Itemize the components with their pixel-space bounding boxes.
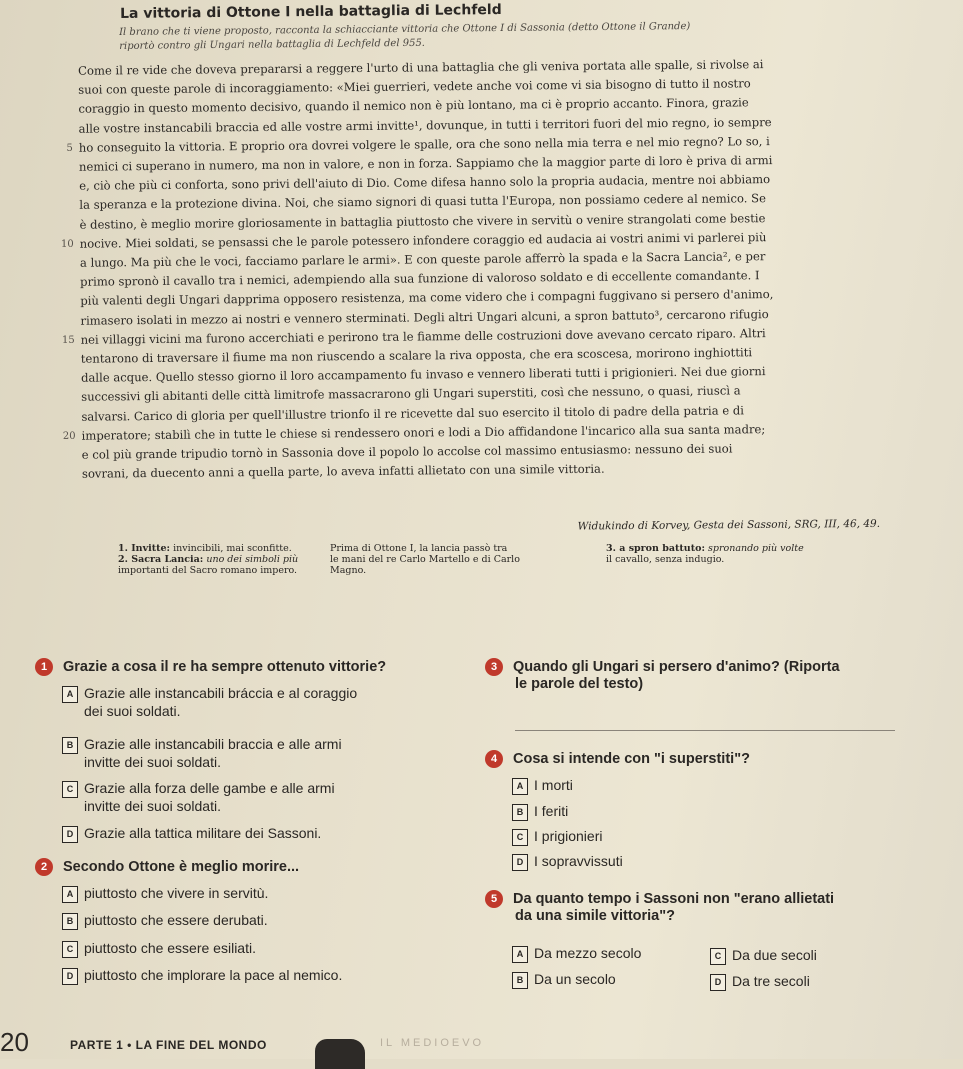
q4-option-a[interactable]: A I morti (512, 777, 573, 795)
answer-line[interactable] (515, 730, 895, 731)
passage-line: è destino, è meglio morire gloriosamente in battaglia piuttosto che vivere in servitù o venire strangolati come bestie (79, 210, 766, 232)
passage-line: alle vostre instancabili braccia ed alle vostre armi invitte¹, dovunque, in tutti i territori fuori del mio regno, io sempre (78, 114, 772, 136)
footer-decoration-shape (315, 1039, 365, 1069)
passage-line: 15 nei villaggi vicini ma furono accerchiati e perirono tra le fiamme delle costruzioni dove avevano cercato riparo. Altri (61, 325, 766, 347)
passage-line: più valenti degli Ungari dapprima opposero resistenza, ma come videro che i compagni fuggivano si persero d'animo, (80, 287, 774, 309)
footnote-3: 3. a spron battuto: spronando più volte il cavallo, senza indugio. (606, 543, 804, 565)
question-1: 1 Grazie a cosa il re ha sempre ottenuto vittorie? (35, 658, 386, 676)
passage-line: a lungo. Ma più che le voci, facciamo parlare le armi». E con queste parole afferrò la spada e la Sacra Lancia², e per (79, 249, 766, 270)
q2-option-c[interactable]: C piuttosto che essere esiliati. (62, 940, 256, 958)
question-4: 4 Cosa si intende con "i superstiti"? (485, 750, 750, 768)
q2-option-b[interactable]: B piuttosto che essere derubati. (62, 912, 268, 930)
passage-line: e, ciò che più ci conforta, sono privi dell'aiuto di Dio. Come difesa hanno solo la propria audacia, mentre noi abbiamo (79, 172, 771, 193)
passage-line: la speranza e la protezione divina. Noi, che siamo signori di quasi tutta l'Europa, non possiamo cedere al nemico. Se (79, 191, 766, 213)
intro-line: riportò contro gli Ungari nella battaglia di Lechfeld del 955. (119, 37, 426, 52)
question-number-badge: 5 (485, 890, 503, 908)
footnote-2-continued: Prima di Ottone I, la lancia passò tra le mani del re Carlo Martello e di Carlo Magno. (330, 543, 520, 576)
q5-option-b[interactable]: B Da un secolo (512, 971, 616, 989)
passage-line: 20 imperatore; stabilì che in tutte le chiese si rendessero onori e lodi a Dio affidandone l'incarico alla sua santa madre; (62, 422, 766, 443)
question-2: 2 Secondo Ottone è meglio morire... (35, 858, 299, 876)
q1-option-c[interactable]: C Grazie alla forza delle gambe e alle armi invitte dei suoi soldati. (62, 780, 335, 815)
q5-option-d[interactable]: D Da tre secoli (710, 973, 810, 991)
passage-line: sovrani, da duecento anni a quella parte, lo aveva infatti allietato con una simile vittoria. (81, 461, 605, 481)
intro-line: Il brano che ti viene proposto, racconta la schiacciante vittoria che Ottone I di Sassonia (detto Ottone il Grande) (119, 21, 691, 38)
page-footer (0, 1025, 963, 1059)
q5-option-c[interactable]: C Da due secoli (710, 947, 817, 965)
passage-line: coraggio in questo momento decisivo, quando il nemico non è più lontano, ma ci è proprio accanto. Finora, grazie (78, 95, 749, 117)
passage-line: successivi gli abitanti delle città limitrofe massacrarono gli Ungari superstiti, così che nessuno, o quasi, riuscì a (81, 383, 741, 405)
footer-faint-text: IL MEDIOEVO (380, 1037, 485, 1049)
q4-option-d[interactable]: D I sopravvissuti (512, 853, 623, 871)
q1-option-b[interactable]: B Grazie alle instancabili braccia e alle armi invitte dei suoi soldati. (62, 736, 342, 771)
page-number: 20 (0, 1027, 29, 1057)
question-number-badge: 3 (485, 658, 503, 676)
q1-option-a[interactable]: A Grazie alle instancabili bráccia e al coraggio dei suoi soldati. (62, 685, 357, 720)
passage-line: Come il re vide che doveva prepararsi a reggere l'urto di una battaglia che gli veniva portata alle spalle, si rivolse ai (78, 57, 764, 78)
intro-text (119, 18, 879, 54)
passage-line: 10 nocive. Miei soldati, se pensassi che le parole potessero infondere coraggio ed audacia ai vostri animi vi parlerei più (60, 229, 767, 251)
passage-line: nemici ci superano in numero, ma non in valore, e non in forza. Sappiamo che la maggior parte di loro è priva di armi (78, 153, 773, 174)
passage-line: 5 ho conseguito la vittoria. E proprio ora dovrei volgere le spalle, ora che sono nella mia terra e nel mio regno? Lo so, i (66, 133, 770, 155)
passage-line: suoi con queste parole di incoraggiamento: «Miei guerrieri, vedete anche voi come vi sia bisogno di tutto il nostro (78, 76, 751, 97)
passage-line: tentarono di traversare il fiume ma non riuscendo a scalare la riva opposta, che era scoscesa, morirono inghiottiti (80, 345, 753, 366)
q4-option-c[interactable]: C I prigionieri (512, 828, 602, 846)
passage-line: e col più grande tripudio tornò in Sassonia dove il popolo lo accolse col massimo entusiasmo: nessuno dei suoi (81, 441, 733, 462)
passage-line: primo spronò il cavallo tra i nemici, adempiendo alla sua funzione di valoroso soldato e di eccellente comandante. I (80, 268, 760, 289)
source-citation: Widukindo di Korvey, Gesta dei Sassoni, SRG, III, 46, 49. (577, 517, 881, 533)
passage-line: rimasero isolati in mezzo ai nostri e vennero sterminati. Degli altri Ungari alcuni, a spron battuto³, cercarono rifugio (80, 306, 769, 328)
question-3: 3 Quando gli Ungari si persero d'animo? (Riporta le parole del testo) (485, 658, 840, 692)
q2-option-a[interactable]: A piuttosto che vivere in servitù. (62, 885, 268, 903)
question-number-badge: 1 (35, 658, 53, 676)
passage-line: salvarsi. Carico di gloria per quell'illustre trionfo il re ricevette dal suo esercito il titolo di padre della patria e di (81, 403, 745, 424)
question-5: 5 Da quanto tempo i Sassoni non "erano allietati da una simile vittoria"? (485, 890, 834, 924)
footnotes (118, 543, 898, 603)
passage-line: dalle acque. Quello stesso giorno il loro accampamento fu invaso e vennero liberati tutti i prigionieri. Nei due giorni (80, 364, 766, 385)
q5-option-a[interactable]: A Da mezzo secolo (512, 945, 641, 963)
page-title: La vittoria di Ottone I nella battaglia di Lechfeld (120, 2, 502, 22)
footnote-1: 1. Invitte: invincibili, mai sconfitte. 2. Sacra Lancia: uno dei simboli più importanti del Sacro romano impero. (118, 543, 299, 576)
q2-option-d[interactable]: D piuttosto che implorare la pace al nemico. (62, 967, 342, 985)
footer-section-label: PARTE 1 • LA FINE DEL MONDO (70, 1038, 267, 1052)
passage-body (50, 53, 954, 484)
question-number-badge: 4 (485, 750, 503, 768)
q4-option-b[interactable]: B I feriti (512, 803, 568, 821)
question-number-badge: 2 (35, 858, 53, 876)
questions-section (0, 640, 963, 1020)
q1-option-d[interactable]: D Grazie alla tattica militare dei Sassoni. (62, 825, 321, 843)
